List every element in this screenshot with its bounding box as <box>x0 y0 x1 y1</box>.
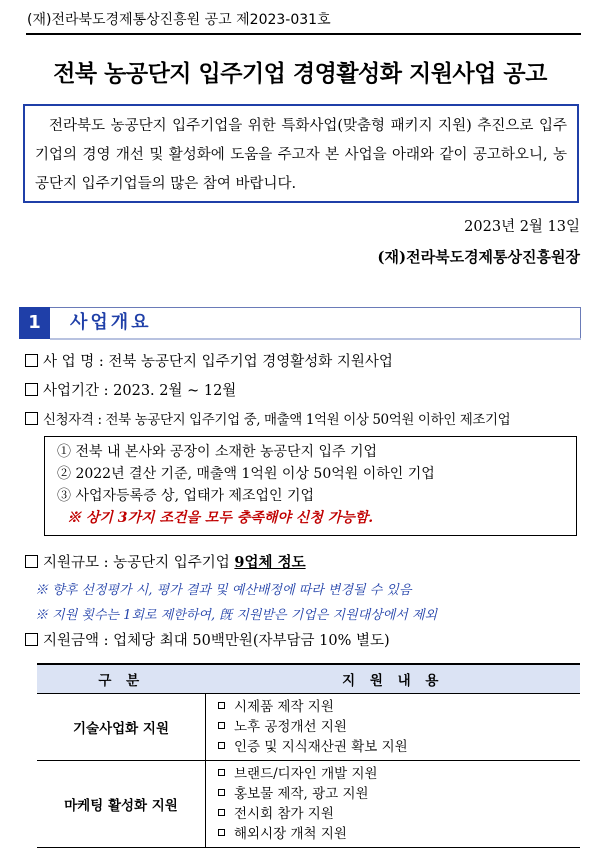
header-divider <box>26 33 581 35</box>
conditions-box <box>44 436 577 536</box>
list-item <box>218 764 580 784</box>
table-cell-category: 기술사업화 지원 <box>37 694 206 761</box>
list-item <box>218 804 580 824</box>
item-label: 사업기간 <box>43 383 100 399</box>
bullet-square-icon <box>218 789 225 796</box>
list-item-text: 시제품 제작 지원 <box>234 699 334 715</box>
project-name-item: 사 업 명 : 전북 농공단지 입주기업 경영활성화 지원사업 <box>25 350 393 371</box>
item-label: 지원금액 <box>43 633 100 649</box>
table-row <box>37 694 580 761</box>
checkbox-square-icon <box>25 633 38 646</box>
intro-text: 전라북도 농공단지 입주기업을 위한 특화사업(맞춤형 패키지 지원) 추진으로 입주기업의 경영 개선 및 활성화에 도움을 주고자 본 사업을 아래와 같이 공고하오니, 농공단지 입주기업들의 많은 참여 바랍니다. <box>35 118 567 192</box>
list-item <box>218 784 580 804</box>
project-period-item: 사업기간 : 2023. 2월 ~ 12월 <box>25 379 236 400</box>
condition-2: ② 2022년 결산 기준, 매출액 1억원 이상 50억원 이하인 기업 <box>57 466 435 482</box>
bullet-square-icon <box>218 829 225 836</box>
section-number: 1 <box>19 307 50 339</box>
eligibility-item: 신청자격 : 전북 농공단지 입주기업 중, 매출액 1억원 이상 50억원 이하인 제조기업 <box>25 408 510 428</box>
list-item <box>218 717 580 737</box>
bullet-square-icon <box>218 702 225 709</box>
item-label: 신청자격 <box>43 412 94 428</box>
table-cell-items <box>206 694 581 761</box>
conditions-note: ※ 상기 3가지 조건을 모두 충족해야 신청 가능함. <box>67 510 374 526</box>
table-header-content: 지 원 내 용 <box>206 664 581 694</box>
item-label: 사 업 명 <box>43 354 95 370</box>
list-item <box>218 697 580 717</box>
list-item-text: 브랜드/디자인 개발 지원 <box>234 766 378 782</box>
list-item-text: 인증 및 지식재산권 확보 지원 <box>234 739 408 755</box>
notice-date: 2023년 2월 13일 <box>464 219 580 235</box>
page-title: 전북 농공단지 입주기업 경영활성화 지원사업 공고 <box>53 61 547 87</box>
list-item-text: 홍보물 제작, 광고 지원 <box>234 786 369 802</box>
section-title: 사업개요 <box>50 307 581 339</box>
table-cell-items <box>206 761 581 848</box>
condition-1: ① 전북 내 본사와 공장이 소재한 농공단지 입주 기업 <box>57 444 378 460</box>
section-title-underline <box>50 338 581 340</box>
condition-3: ③ 사업자등록증 상, 업태가 제조업인 기업 <box>57 488 315 504</box>
checkbox-square-icon <box>25 555 38 568</box>
scale-note-2: ※ 지원 횟수는 1회로 제한하여, 旣 지원받은 기업은 지원대상에서 제외 <box>35 608 438 623</box>
list-item <box>218 737 580 757</box>
bullet-square-icon <box>218 722 225 729</box>
support-amount-item: 지원금액 : 업체당 최대 50백만원(자부담금 10% 별도) <box>25 629 390 650</box>
intro-box <box>23 104 579 203</box>
item-value: 농공단지 입주기업 <box>113 555 230 571</box>
list-item <box>218 824 580 844</box>
item-value-emphasis: 9업체 정도 <box>234 554 306 571</box>
item-value: 전북 농공단지 입주기업 중, 매출액 1억원 이상 50억원 이하인 제조기업 <box>105 412 511 428</box>
bullet-square-icon <box>218 809 225 816</box>
section-header <box>19 307 581 339</box>
support-table <box>37 663 580 848</box>
list-item-text: 전시회 참가 지원 <box>234 806 334 822</box>
table-cell-category: 마케팅 활성화 지원 <box>37 761 206 848</box>
notice-number: (재)전라북도경제통상진흥원 공고 제2023-031호 <box>27 12 331 28</box>
table-row <box>37 761 580 848</box>
item-value: 업체당 최대 50백만원(자부담금 10% 별도) <box>113 633 390 649</box>
table-header-row <box>37 664 580 694</box>
checkbox-square-icon <box>25 412 38 425</box>
item-value: 전북 농공단지 입주기업 경영활성화 지원사업 <box>108 354 393 370</box>
scale-note-1: ※ 향후 선정평가 시, 평가 결과 및 예산배정에 따라 변경될 수 있음 <box>35 583 412 598</box>
item-value: 2023. 2월 ~ 12월 <box>113 383 237 399</box>
checkbox-square-icon <box>25 383 38 396</box>
item-label: 지원규모 <box>43 555 100 571</box>
issuing-organization: (재)전라북도경제통상진흥원장 <box>377 248 580 266</box>
bullet-square-icon <box>218 742 225 749</box>
bullet-square-icon <box>218 769 225 776</box>
list-item-text: 노후 공정개선 지원 <box>234 719 347 735</box>
table-header-category: 구 분 <box>37 664 206 694</box>
list-item-text: 해외시장 개척 지원 <box>234 826 347 842</box>
checkbox-square-icon <box>25 354 38 367</box>
support-scale-item: 지원규모 : 농공단지 입주기업 9업체 정도 <box>25 551 306 572</box>
